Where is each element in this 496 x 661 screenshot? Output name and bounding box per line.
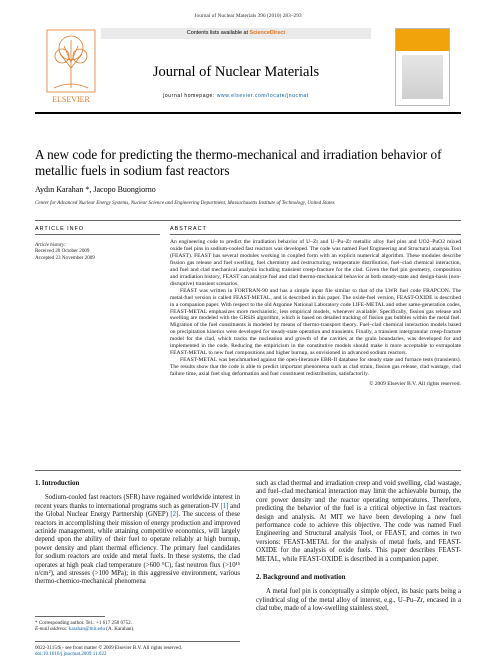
cover-header <box>396 29 449 51</box>
journal-homepage <box>101 93 371 99</box>
received-date: Received 20 October 2009 <box>35 248 90 255</box>
authors: Aydın Karahan *, Jacopo Buongiorno <box>35 185 156 194</box>
abstract-paragraph-3: FEAST-METAL was benchmarked against the open-literature EBR-II database for steady state and furnace tests (transients). The results show that the code is able to predict important phenomena such as clad strain, fission gas release, clad wastage, clad failure time, axial fuel slug deformation and fuel constituent redistribution, satisfactorily. <box>170 357 461 378</box>
abstract-paragraph-2: FEAST was written in FORTRAN-90 and has a simple input file similar to that of the LWR fuel code FRAPCON. The metal-fuel version is called FEAST-METAL, and is described in this paper. The oxide-fuel version, FEAST-OXIDE is described in a companion paper. With respect to the old Argonne National Laboratory code LIFE-METAL and other same-generation codes, FEAST-METAL emphasizes more mechanistic, less empirical models, whenever available. Specifically, fission gas release and swelling are modeled with the GRSIS algorithm, which is based on detailed tracking of fission gas bubbles within the metal fuel. Migration of the fuel constituents is modeled by means of thermo-transport theory. Fuel–clad chemical interaction models based on precipitation kinetics were developed for steady-state operation and transients. Finally, a transient intergranular creep-fracture model for the clad, which tracks the nucleation and growth of the cavities at the grain boundaries, was developed for and implemented in the code. Reducing the empiricism in the constitutive models should make it more acceptable to extrapolate FEAST-METAL to new fuel compositions and higher burnup, as envisioned in advanced sodium reactors. <box>170 287 461 357</box>
elsevier-logo <box>46 28 96 106</box>
right-paragraph-1: such as clad thermal and irradiation creep and void swelling, clad wastage, and fuel–clad mechanical interaction may limit the achievable burnup, the core power density and the reactor operating temperatures. Therefore, predicting the behavior of the fuel is a critical objective in fast reactors design and analysis. At MIT we have been developing a new fuel performance code to achieve this objective. The code was named Fuel Engineering and Structural analysis Tool, or FEAST, and comes in two versions: FEAST-METAL for the analysis of metal fuels, and FEAST-OXIDE for the analysis of oxide fuels. This paper describes FEAST-METAL, while FEAST-OXIDE is described in a companion paper. <box>256 480 461 563</box>
contents-prefix: Contents lists available at <box>186 30 250 36</box>
email-line <box>35 626 240 632</box>
right-paragraph-2: A metal fuel pin is conceptually a simple object, its basic parts being a cylindrical slug of the metal alloy of interest, e.g., U–Pu–Zr, encased in a clad tube, made of a low-swelling stainless steel, <box>256 588 461 613</box>
issn-line: 0022-3115/$ - see front matter © 2009 Elsevier B.V. All rights reserved. <box>35 645 183 651</box>
header-rule <box>35 112 461 114</box>
cover-body <box>402 55 443 99</box>
body-rule <box>35 470 461 471</box>
bottom-info <box>35 645 240 658</box>
corresponding-author: * Corresponding author. Tel.: +1 617 258 0752. <box>35 620 132 626</box>
elsevier-wordmark: ELSEVIER <box>52 95 90 104</box>
ref-1-link[interactable]: [1] <box>220 502 229 510</box>
section-rule <box>35 220 461 221</box>
footnote-rule <box>35 616 105 617</box>
left-column <box>35 480 240 587</box>
ref-2-link[interactable]: [2] <box>170 511 179 519</box>
abstract-rule <box>170 234 461 235</box>
homepage-label: journal homepage: <box>163 93 217 99</box>
abstract-heading: ABSTRACT <box>170 226 207 232</box>
history-label: Article history: <box>35 242 66 248</box>
paper-title-line2: metallic fuels in sodium fast reactors <box>35 163 230 178</box>
journal-cover-thumbnail <box>395 28 450 106</box>
affiliation: Center for Advanced Nuclear Energy Systems, Nuclear Science and Engineering Department, Massachusetts Institute of Technology, United States <box>35 200 335 206</box>
contents-bar <box>101 28 371 39</box>
article-info-rule <box>35 234 160 235</box>
intro-paragraph <box>35 494 240 586</box>
article-history <box>35 242 95 261</box>
paper-title <box>35 147 461 179</box>
footnote <box>35 620 240 633</box>
bottom-rule <box>35 641 240 642</box>
copyright: © 2009 Elsevier B.V. All rights reserved. <box>369 381 461 388</box>
abstract-paragraph-1: An engineering code to predict the irradiation behavior of U–Zr and U–Pu–Zr metallic alloy fuel pins and UO2–PuO2 mixed oxide fuel pins in sodium-cooled fast reactors was developed. The code was named Fuel Engineering and Structural analysis Tool (FEAST). FEAST has several modules working in coupled form with an explicit numerical algorithm. These modules describe fission gas release and fuel swelling, fuel chemistry and restructuring, temperature distribution, fuel–clad chemical interaction, and fuel and clad mechanical analysis including transient creep-fracture for the clad. Given the fuel pin geometry, composition and irradiation history, FEAST can analyze fuel and clad thermo-mechanical behavior at both steady-state and design-basis (non-disruptive) transient scenarios. <box>170 239 461 287</box>
email-link[interactable]: karahan@mit.edu <box>68 626 106 633</box>
sciencedirect-link[interactable]: ScienceDirect <box>249 30 286 36</box>
right-column <box>256 480 461 614</box>
journal-title: Journal of Nuclear Materials <box>152 64 320 80</box>
email-label: E-mail address: <box>35 626 69 633</box>
article-info-heading: ARTICLE INFO <box>35 226 85 232</box>
journal-citation: Journal of Nuclear Materials 396 (2010) 283–293 <box>194 13 302 19</box>
email-suffix: (A. Karahan). <box>105 626 135 633</box>
intro-text-b: and the Global Nuclear Energy Partnership (GNEP) <box>35 502 240 519</box>
paper-title-line1: A new code for predicting the thermo-mechanical and irradiation behavior of <box>35 147 442 162</box>
intro-heading: 1. Introduction <box>35 480 80 487</box>
abstract-body <box>170 239 461 388</box>
doi-link[interactable]: doi:10.1016/j.jnucmat.2009.11.022 <box>35 651 107 658</box>
accepted-date: Accepted 23 November 2009 <box>35 254 95 261</box>
background-heading: 2. Background and motivation <box>256 574 346 582</box>
intro-text-a: Sodium-cooled fast reactors (SFR) have regained worldwide interest in recent years thanks to international programs such as generation-IV <box>35 494 240 510</box>
intro-text-c: . The success of these reactors in accomplishing their mission of energy production and improved actinide management, while attaining competitive economics, will largely depend upon the ability of their fuel to operate reliably at high burnup, power density and plant thermal efficiency. The primary fuel candidates for sodium reactors are oxide and metal fuels. In these systems, the clad operates at high peak clad temperature (>600 °C), fast neutron flux (>10¹⁵ n/cm²), and stresses (>100 MPa); in this aggressive environment, various thermo-chemico-mechanical phenomena <box>35 511 241 586</box>
journal-banner <box>46 28 450 108</box>
homepage-url-link[interactable]: www.elsevier.com/locate/jnucmat <box>216 93 309 99</box>
